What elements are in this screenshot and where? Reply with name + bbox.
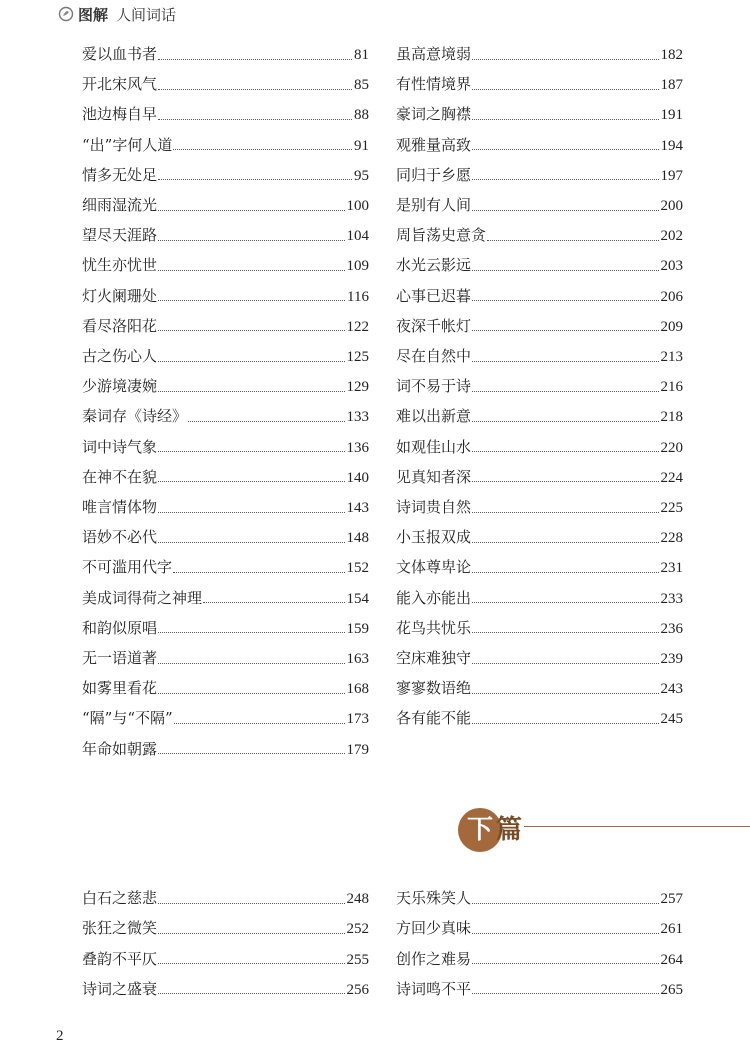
toc-leader-dots xyxy=(472,723,658,724)
toc-entry-title: 诗词贵自然 xyxy=(396,498,472,516)
toc-leader-dots xyxy=(472,693,658,694)
toc-entry-page: 239 xyxy=(660,651,683,667)
toc-entry-page: 125 xyxy=(346,349,369,365)
toc-leader-dots xyxy=(203,602,344,603)
toc-entry[interactable] xyxy=(82,677,369,699)
toc-leader-dots xyxy=(472,542,658,543)
toc-entry-title: 豪词之胸襟 xyxy=(396,105,472,124)
toc-entry[interactable] xyxy=(82,194,369,216)
toc-entry-title: 叠韵不平仄 xyxy=(82,949,158,968)
toc-entry[interactable] xyxy=(396,887,683,909)
toc-entry-title: 细雨湿流光 xyxy=(82,196,158,214)
toc-entry[interactable] xyxy=(396,224,683,246)
toc-entry-page: 245 xyxy=(660,711,683,728)
toc-entry-page: 129 xyxy=(346,379,369,396)
toc-leader-dots xyxy=(472,149,658,150)
toc-entry-title: 美成词得荷之神理 xyxy=(82,588,203,607)
toc-entry-title: 秦词存《诗经》 xyxy=(82,407,188,426)
toc-entry-title: 张狂之微笑 xyxy=(82,919,158,938)
toc-entry-title: 语妙不必代 xyxy=(82,528,158,547)
toc-entry-page: 136 xyxy=(346,439,369,456)
toc-entry[interactable] xyxy=(82,556,369,578)
toc-entry-title: 无一语道著 xyxy=(82,649,158,667)
toc-entry-page: 231 xyxy=(660,560,683,577)
toc-entry-title: 年命如朝露 xyxy=(82,739,158,758)
toc-entry-page: 109 xyxy=(346,258,369,275)
toc-entry-page: 104 xyxy=(346,228,369,245)
toc-entry[interactable] xyxy=(82,496,369,518)
toc-entry-title: 周旨荡史意贪 xyxy=(396,226,487,245)
toc-entry[interactable] xyxy=(82,707,369,729)
toc-entry[interactable] xyxy=(396,375,683,397)
toc-entry-page: 143 xyxy=(346,500,369,516)
toc-entry-title: 小玉报双成 xyxy=(396,528,472,547)
toc-entry-title: 情多无处足 xyxy=(82,165,158,184)
toc-leader-dots xyxy=(158,542,344,543)
toc-entry-page: 116 xyxy=(347,288,369,305)
toc-leader-dots xyxy=(158,481,344,482)
toc-entry-page: 261 xyxy=(660,921,683,938)
toc-entry[interactable] xyxy=(82,43,369,65)
toc-entry-page: 100 xyxy=(346,198,369,214)
toc-entry[interactable] xyxy=(82,917,369,939)
toc-entry-page: 255 xyxy=(346,951,369,968)
toc-leader-dots xyxy=(472,903,658,904)
toc-entry[interactable] xyxy=(82,375,369,397)
toc-leader-dots xyxy=(472,963,658,964)
section-heading-char-1: 下 xyxy=(466,815,493,845)
toc-entry[interactable] xyxy=(396,436,683,458)
toc-entry[interactable] xyxy=(396,345,683,367)
toc-entry[interactable] xyxy=(396,405,683,427)
toc-entry-page: 81 xyxy=(354,47,369,63)
toc-entry-page: 187 xyxy=(660,77,683,94)
toc-entry-title: 词不易于诗 xyxy=(396,377,472,396)
toc-entry[interactable] xyxy=(82,224,369,246)
toc-entry[interactable] xyxy=(396,73,683,95)
toc-entry-title: 看尽洛阳花 xyxy=(82,316,158,335)
toc-leader-dots xyxy=(158,179,352,180)
toc-entry-page: 257 xyxy=(660,891,683,907)
toc-leader-dots xyxy=(158,330,344,331)
toc-entry-page: 220 xyxy=(660,439,683,456)
toc-leader-dots xyxy=(173,149,352,150)
toc-entry-title: 花鸟共忧乐 xyxy=(396,618,472,637)
toc-leader-dots xyxy=(158,119,352,120)
toc-leader-dots xyxy=(158,632,344,633)
toc-entry-page: 85 xyxy=(354,77,369,94)
toc-entry-page: 173 xyxy=(346,711,369,728)
section-divider-line xyxy=(524,826,750,827)
toc-leader-dots xyxy=(472,933,658,934)
toc-entry-title: 如观佳山水 xyxy=(396,437,472,456)
toc-entry-title: 唯言情体物 xyxy=(82,498,158,516)
toc-entry-title: “隔”与“不隔” xyxy=(82,709,173,728)
toc-entry-title: 水光云影远 xyxy=(396,256,472,275)
toc-entry[interactable] xyxy=(396,647,683,669)
toc-entry-page: 182 xyxy=(660,47,683,63)
toc-entry-page: 122 xyxy=(346,318,369,335)
toc-entry-page: 216 xyxy=(660,379,683,396)
toc-entry[interactable] xyxy=(396,978,683,1000)
toc-leader-dots xyxy=(472,210,658,211)
toc-leader-dots xyxy=(158,300,345,301)
book-subtitle: 人间词话 xyxy=(116,5,177,24)
toc-entry[interactable] xyxy=(82,164,369,186)
toc-entry[interactable] xyxy=(82,738,369,760)
toc-entry[interactable] xyxy=(82,436,369,458)
toc-entry-title: 如雾里看花 xyxy=(82,679,158,698)
toc-leader-dots xyxy=(472,89,658,90)
toc-entry-title: 词中诗气象 xyxy=(82,437,158,456)
toc-entry-title: 诗词鸣不平 xyxy=(396,979,472,998)
toc-entry-title: 望尽天涯路 xyxy=(82,226,158,245)
toc-leader-dots xyxy=(472,179,658,180)
toc-leader-dots xyxy=(487,240,658,241)
toc-entry-page: 91 xyxy=(354,137,369,154)
toc-entry-title: 见真知者深 xyxy=(396,467,472,486)
toc-entry[interactable] xyxy=(82,587,369,609)
toc-entry-title: 能入亦能出 xyxy=(396,588,472,607)
toc-entry-title: “出”字何人道 xyxy=(82,135,173,154)
toc-entry[interactable] xyxy=(82,948,369,970)
toc-entry-title: 心事已迟暮 xyxy=(396,286,472,305)
toc-entry[interactable] xyxy=(396,556,683,578)
toc-entry-title: 忧生亦忧世 xyxy=(82,256,158,275)
toc-leader-dots xyxy=(158,361,344,362)
toc-entry[interactable] xyxy=(82,103,369,125)
toc-entry-page: 202 xyxy=(660,228,683,245)
toc-entry-page: 265 xyxy=(660,981,683,998)
toc-entry-title: 同归于乡愿 xyxy=(396,165,472,184)
toc-entry[interactable] xyxy=(396,103,683,125)
toc-leader-dots xyxy=(472,451,658,452)
toc-entry-title: 难以出新意 xyxy=(396,407,472,426)
toc-entry-page: 228 xyxy=(660,530,683,547)
toc-entry-page: 133 xyxy=(346,409,369,426)
toc-entry-page: 206 xyxy=(660,288,683,305)
toc-entry[interactable] xyxy=(82,345,369,367)
toc-entry-page: 200 xyxy=(660,198,683,214)
toc-entry-page: 264 xyxy=(660,951,683,968)
toc-leader-dots xyxy=(158,240,344,241)
toc-entry-page: 209 xyxy=(660,318,683,335)
toc-leader-dots xyxy=(472,300,658,301)
toc-entry[interactable] xyxy=(396,707,683,729)
toc-entry-page: 154 xyxy=(346,590,369,607)
toc-entry-page: 213 xyxy=(660,349,683,365)
book-logo-icon xyxy=(58,6,74,22)
toc-entry-title: 天乐殊笑人 xyxy=(396,889,472,907)
toc-entry-page: 148 xyxy=(346,530,369,547)
toc-leader-dots xyxy=(472,663,658,664)
toc-entry-page: 179 xyxy=(346,741,369,758)
toc-leader-dots xyxy=(158,89,352,90)
toc-entry-title: 空床难独守 xyxy=(396,649,472,667)
toc-entry[interactable] xyxy=(82,285,369,307)
toc-leader-dots xyxy=(472,572,658,573)
toc-leader-dots xyxy=(158,993,344,994)
toc-entry-page: 152 xyxy=(346,560,369,577)
toc-leader-dots xyxy=(158,391,344,392)
toc-entry-title: 灯火阑珊处 xyxy=(82,286,158,305)
toc-entry-title: 虽高意境弱 xyxy=(396,45,472,63)
toc-entry-page: 218 xyxy=(660,409,683,426)
section-heading-char-2: 篇 xyxy=(496,815,523,845)
toc-entry[interactable] xyxy=(82,315,369,337)
toc-entry-page: 88 xyxy=(354,107,369,124)
toc-entry-title: 各有能不能 xyxy=(396,709,472,728)
toc-entry[interactable] xyxy=(396,677,683,699)
toc-entry-title: 观雅量高致 xyxy=(396,135,472,154)
toc-entry[interactable] xyxy=(396,285,683,307)
toc-entry-title: 夜深千帐灯 xyxy=(396,316,472,335)
toc-leader-dots xyxy=(472,632,658,633)
toc-entry[interactable] xyxy=(82,73,369,95)
toc-entry-title: 和韵似原唱 xyxy=(82,618,158,637)
toc-entry-title: 尽在自然中 xyxy=(396,347,472,365)
toc-entry-title: 诗词之盛衰 xyxy=(82,979,158,998)
toc-leader-dots xyxy=(472,421,658,422)
toc-leader-dots xyxy=(472,361,658,362)
toc-entry[interactable] xyxy=(396,43,683,65)
running-header xyxy=(58,2,176,26)
toc-entry[interactable] xyxy=(396,617,683,639)
toc-entry-title: 是别有人间 xyxy=(396,196,472,214)
toc-entry[interactable] xyxy=(396,254,683,276)
toc-leader-dots xyxy=(472,270,658,271)
toc-entry-title: 少游境凄婉 xyxy=(82,377,158,396)
toc-entry[interactable] xyxy=(396,164,683,186)
toc-entry-title: 文体尊卑论 xyxy=(396,558,472,577)
toc-entry-title: 古之伤心人 xyxy=(82,347,158,365)
toc-entry[interactable] xyxy=(82,254,369,276)
toc-leader-dots xyxy=(472,391,658,392)
toc-leader-dots xyxy=(158,693,344,694)
toc-entry-title: 爱以血书者 xyxy=(82,45,158,63)
toc-entry-page: 252 xyxy=(346,921,369,938)
toc-entry[interactable] xyxy=(82,526,369,548)
toc-entry[interactable] xyxy=(396,587,683,609)
toc-entry[interactable] xyxy=(82,466,369,488)
toc-entry-title: 寥寥数语绝 xyxy=(396,679,472,698)
toc-entry-title: 白石之慈悲 xyxy=(82,889,158,907)
toc-entry[interactable] xyxy=(82,887,369,909)
toc-entry-page: 197 xyxy=(660,167,683,184)
toc-entry-page: 140 xyxy=(346,469,369,486)
toc-entry-title: 不可滥用代字 xyxy=(82,558,173,577)
toc-entry-title: 在神不在貌 xyxy=(82,467,158,486)
toc-entry[interactable] xyxy=(82,978,369,1000)
toc-leader-dots xyxy=(158,59,352,60)
toc-leader-dots xyxy=(472,59,658,60)
toc-leader-dots xyxy=(158,963,344,964)
toc-entry[interactable] xyxy=(396,194,683,216)
section-heading-xia-pian xyxy=(458,808,528,852)
toc-entry-page: 256 xyxy=(346,981,369,998)
toc-entry-page: 95 xyxy=(354,167,369,184)
toc-entry[interactable] xyxy=(396,948,683,970)
toc-entry-page: 191 xyxy=(660,107,683,124)
toc-leader-dots xyxy=(173,572,344,573)
toc-leader-dots xyxy=(472,602,658,603)
toc-entry-page: 225 xyxy=(660,500,683,516)
toc-entry[interactable] xyxy=(82,617,369,639)
page-number: 2 xyxy=(56,1028,64,1044)
toc-entry[interactable] xyxy=(396,917,683,939)
toc-leader-dots xyxy=(158,270,344,271)
toc-entry[interactable] xyxy=(396,134,683,156)
toc-entry-page: 163 xyxy=(346,651,369,667)
toc-entry[interactable] xyxy=(396,496,683,518)
toc-leader-dots xyxy=(158,933,344,934)
book-title: 图解 xyxy=(78,5,109,24)
toc-leader-dots xyxy=(158,451,344,452)
toc-leader-dots xyxy=(174,723,345,724)
toc-leader-dots xyxy=(158,663,344,664)
toc-entry-title: 方回少真味 xyxy=(396,919,472,938)
toc-entry[interactable] xyxy=(396,526,683,548)
toc-entry[interactable] xyxy=(82,134,369,156)
toc-entry[interactable] xyxy=(82,405,369,427)
toc-leader-dots xyxy=(472,481,658,482)
toc-entry-title: 创作之难易 xyxy=(396,949,472,968)
toc-entry-page: 233 xyxy=(660,590,683,607)
toc-leader-dots xyxy=(158,753,344,754)
toc-entry-title: 开北宋风气 xyxy=(82,75,158,94)
toc-entry-page: 236 xyxy=(660,620,683,637)
toc-entry-page: 224 xyxy=(660,469,683,486)
toc-entry-page: 159 xyxy=(346,620,369,637)
toc-leader-dots xyxy=(472,119,658,120)
toc-entry-page: 248 xyxy=(346,891,369,907)
toc-entry-title: 池边梅自早 xyxy=(82,105,158,124)
toc-leader-dots xyxy=(472,512,658,513)
toc-entry-page: 168 xyxy=(346,681,369,698)
toc-leader-dots xyxy=(188,421,344,422)
toc-entry-page: 194 xyxy=(660,137,683,154)
toc-leader-dots xyxy=(472,993,658,994)
toc-entry[interactable] xyxy=(82,647,369,669)
toc-leader-dots xyxy=(472,330,658,331)
toc-leader-dots xyxy=(158,512,344,513)
toc-entry-title: 有性情境界 xyxy=(396,75,472,94)
toc-leader-dots xyxy=(158,210,344,211)
toc-entry[interactable] xyxy=(396,315,683,337)
toc-leader-dots xyxy=(158,903,344,904)
toc-entry-page: 203 xyxy=(660,258,683,275)
toc-entry[interactable] xyxy=(396,466,683,488)
toc-entry-page: 243 xyxy=(660,681,683,698)
